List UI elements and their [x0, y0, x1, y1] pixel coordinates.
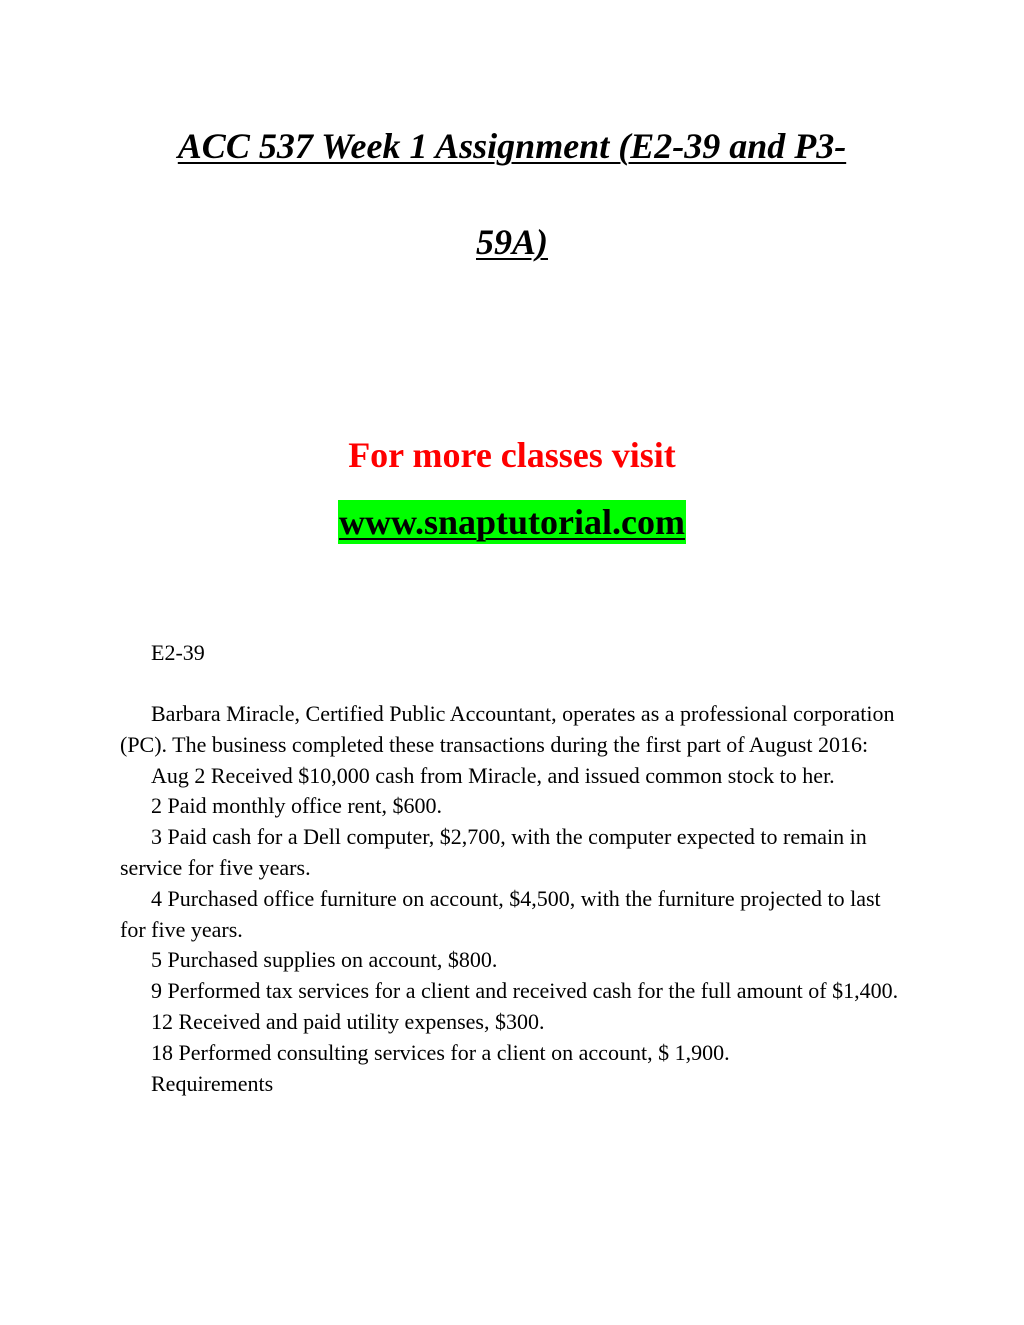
transaction-line: 5 Purchased supplies on account, $800.	[151, 947, 498, 973]
snaptutorial-link[interactable]: www.snaptutorial.com	[338, 502, 685, 542]
requirements-heading: Requirements	[151, 1070, 274, 1096]
transaction-line: 2 Paid monthly office rent, $600.	[151, 793, 443, 819]
promo-text: For more classes visit	[348, 435, 676, 475]
section-label: E2-39	[151, 640, 205, 665]
transaction-line: 4 Purchased office furniture on account, $4,500, with the furniture projected to last for five years.	[120, 885, 881, 942]
promo-link-container	[0, 500, 1024, 544]
intro-paragraph: Barbara Miracle, Certified Public Accountant, operates as a professional corporation (PC). The business completed these transactions during the first part of August 2016:	[120, 701, 895, 757]
transactions-text	[120, 699, 900, 1099]
transaction-line: 12 Received and paid utility expenses, $300.	[151, 1008, 545, 1034]
transaction-line: 18 Performed consulting services for a client on account, $ 1,900.	[151, 1039, 730, 1065]
document-title-line-1: ACC 537 Week 1 Assignment (E2-39 and P3-	[177, 126, 847, 166]
transaction-line: 3 Paid cash for a Dell computer, $2,700, with the computer expected to remain in service for five years.	[120, 824, 867, 880]
transaction-line: 9 Performed tax services for a client and received cash for the full amount of $1,400.	[151, 978, 899, 1004]
transaction-line: Aug 2 Received $10,000 cash from Miracle, and issued common stock to her.	[151, 762, 835, 788]
document-title-line-2: 59A)	[476, 222, 548, 262]
